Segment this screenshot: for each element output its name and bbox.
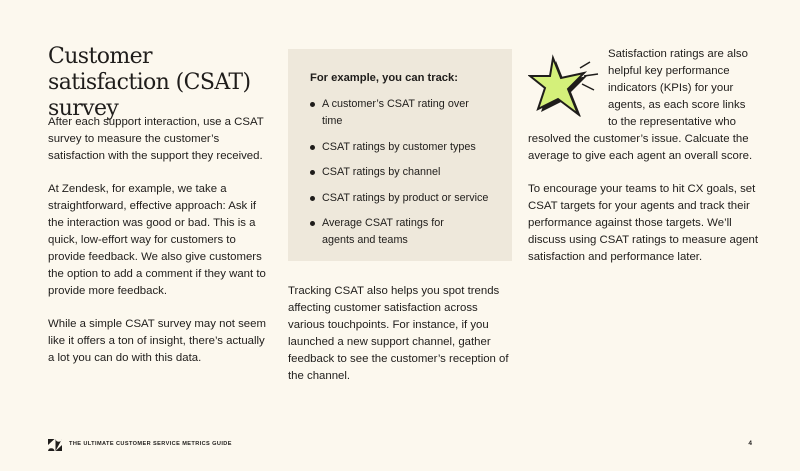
footer (48, 439, 752, 453)
page-title: Customer satisfaction (CSAT) survey (48, 44, 251, 121)
list-item: CSAT ratings by channel (310, 164, 492, 181)
kpi-line: Satisfaction ratings are also (608, 48, 748, 60)
list-item: Average CSAT ratings for agents and teams (310, 215, 492, 249)
bullet-icon (310, 145, 315, 150)
callout-title: For example, you can track: (310, 72, 458, 84)
cx-goals-paragraph: To encourage your teams to hit CX goals, set CSAT targets for your agents and track their performance against those targets. We’ll discuss using CSAT ratings to measure agent satisfaction and performance later. (528, 183, 759, 263)
tracking-list (310, 96, 492, 249)
column-3 (528, 46, 760, 282)
list-item: A customer’s CSAT rating over time (310, 96, 492, 130)
bullet-icon (310, 221, 315, 226)
list-item: CSAT ratings by customer types (310, 139, 492, 156)
zendesk-example-paragraph: At Zendesk, for example, we take a straightforward, effective approach: Ask if the interaction was good or bad. This is a quick, low-effort way for customers to provide feedback. We also give customers the option to add a comment if they want to provide more feedback. (48, 183, 266, 297)
list-item: CSAT ratings by product or service (310, 190, 492, 207)
tracking-trends-paragraph: Tracking CSAT also helps you spot trends affecting customer satisfaction across various touchpoints. For instance, if you launched a new support channel, gather feedback to see the customer’s reception of the channel. (288, 285, 509, 382)
kpi-line: to the representative who (608, 116, 736, 128)
bullet-icon (310, 102, 315, 107)
zendesk-logo-icon (48, 439, 62, 451)
bullet-icon (310, 196, 315, 201)
kpi-line: helpful key performance (608, 65, 730, 77)
column-1 (48, 114, 273, 383)
kpi-line: resolved the customer’s issue. Calcuate the average to give each agent an overall score. (528, 133, 753, 162)
insight-paragraph: While a simple CSAT survey may not seem like it offers a ton of insight, there’s actually a lot you can do with this data. (48, 318, 266, 364)
kpi-line: agents, as each score links (608, 99, 746, 111)
kpi-line: indicators (KPIs) for your (608, 82, 734, 94)
guide-title: THE ULTIMATE CUSTOMER SERVICE METRICS GUIDE (69, 441, 232, 447)
column-2 (288, 283, 516, 401)
star-illustration (528, 54, 603, 120)
bullet-icon (310, 170, 315, 175)
page-number: 4 (748, 440, 752, 447)
intro-paragraph: After each support interaction, use a CSAT survey to measure the customer’s satisfaction with the support they received. (48, 116, 264, 162)
tracking-callout-box (288, 49, 512, 261)
